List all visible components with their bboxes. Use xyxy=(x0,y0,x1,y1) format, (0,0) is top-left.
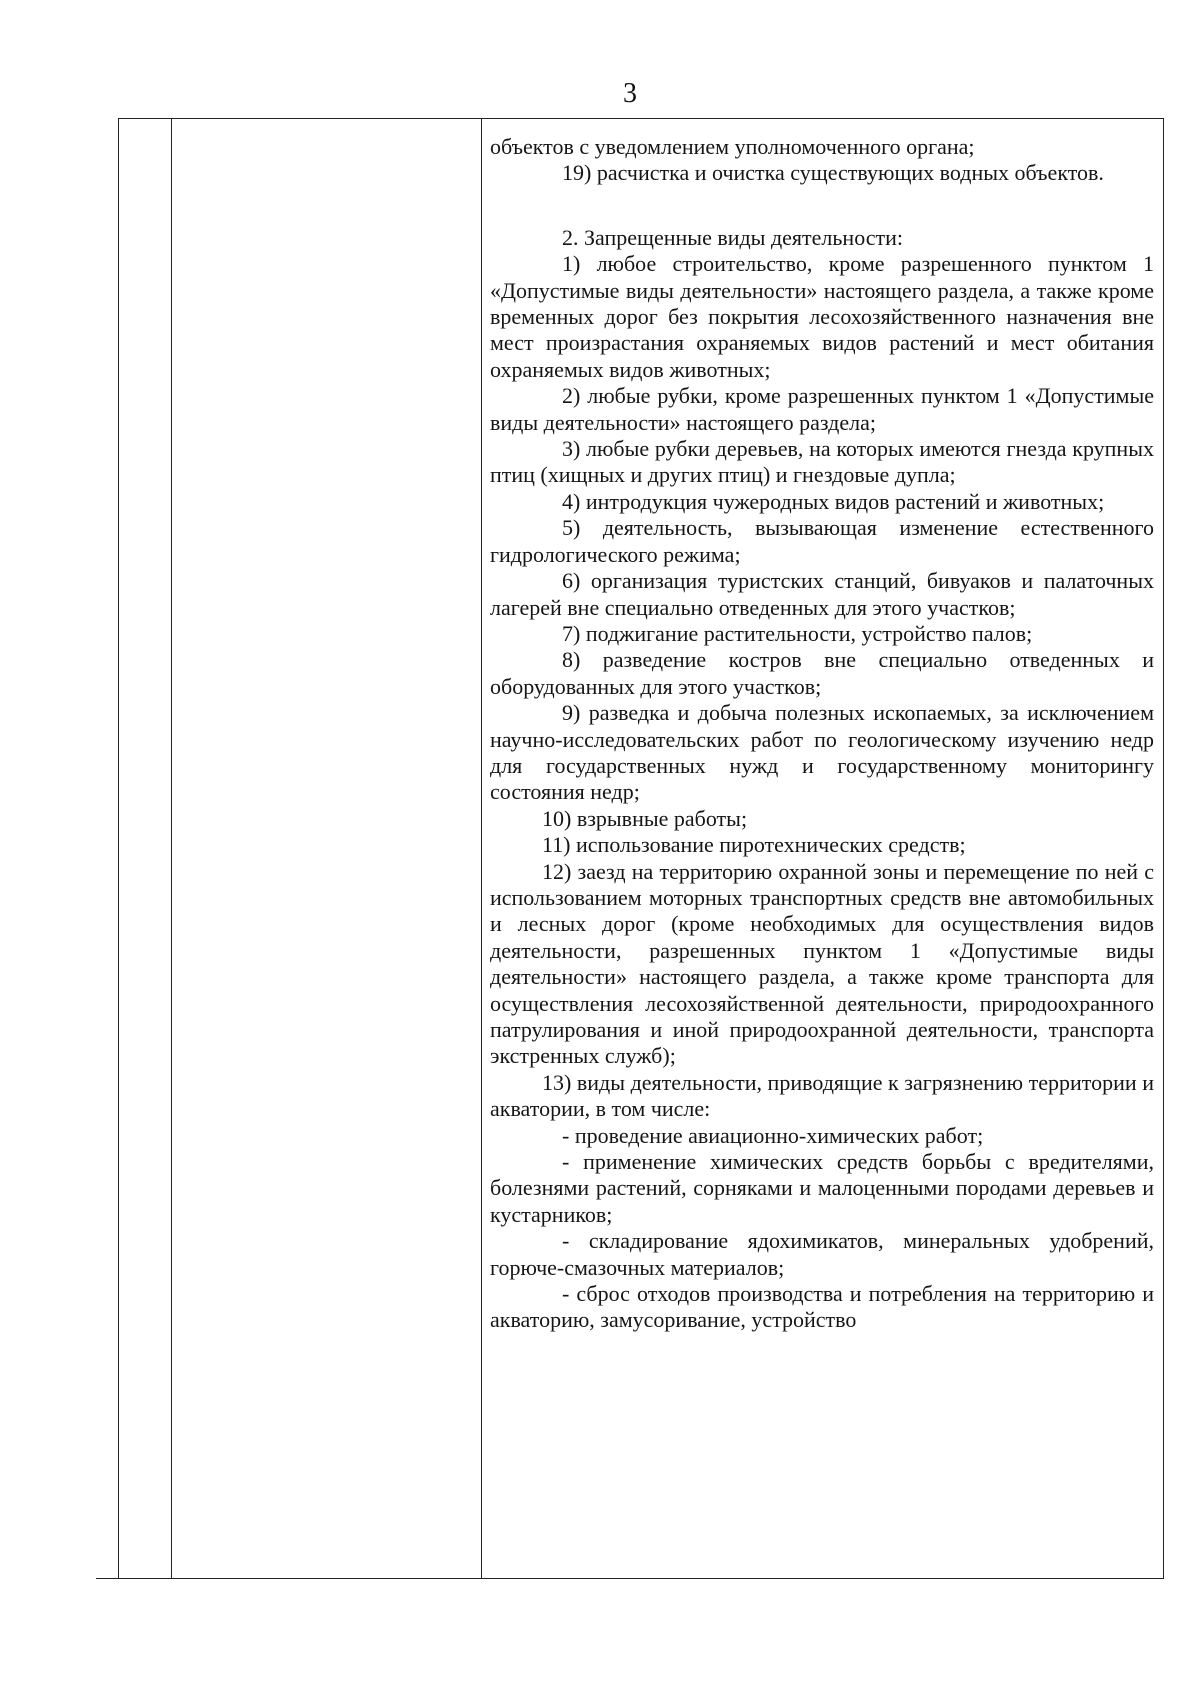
table-bottom-border xyxy=(96,1578,1164,1579)
column-divider-2 xyxy=(481,119,482,1578)
list-item: 10) взрывные работы; xyxy=(542,805,748,831)
list-item: 8) разведение костров вне специально отведенных и оборудованных для этого участков; xyxy=(490,647,1154,699)
column-divider-1 xyxy=(171,119,172,1578)
paragraph: объектов с уведомлением уполномоченного органа; xyxy=(490,134,975,159)
list-item: 2) любые рубки, кроме разрешенных пунктом 1 «Допустимые виды деятельности» настоящего раздела; xyxy=(490,383,1154,435)
list-item: 7) поджигание растительности, устройство палов; xyxy=(562,620,1033,646)
list-item: 5) деятельность, вызывающая изменение естественного гидрологического режима; xyxy=(490,515,1154,567)
dash-item: - применение химических средств борьбы с вредителями, болезнями растений, сорняками и малоценными породами деревьев и кустарников; xyxy=(490,1149,1154,1227)
list-item: 4) интродукция чужеродных видов растений и животных; xyxy=(562,488,1105,514)
dash-item: - сброс отходов производства и потребления на территорию и акваторию, замусоривание, устройство xyxy=(490,1281,1154,1333)
table-cell-text xyxy=(490,134,1154,1334)
section-heading: 2. Запрещенные виды деятельности: xyxy=(562,224,904,250)
list-item: 13) виды деятельности, приводящие к загрязнению территории и акватории, в том числе: xyxy=(490,1069,1154,1122)
list-item: 3) любые рубки деревьев, на которых имеются гнезда крупных птиц (хищных и других птиц) и гнездовые дупла; xyxy=(490,436,1154,488)
list-item: 11) использование пиротехнических средств; xyxy=(542,832,966,858)
list-item: 6) организация туристских станций, бивуаков и палаточных лагерей вне специально отведенных для этого участков; xyxy=(490,568,1154,620)
list-item: 1) любое строительство, кроме разрешенного пунктом 1 «Допустимые виды деятельности» настоящего раздела, а также кроме временных дорог без покрытия лесохозяйственного назначения вне мест произрастания охраняемых видов растений и мест обитания охраняемых видов животных; xyxy=(490,251,1154,382)
list-item: 19) расчистка и очистка существующих водных объектов. xyxy=(562,160,1104,186)
list-item: 12) заезд на территорию охранной зоны и перемещение по ней с использованием моторных транспортных средств вне автомобильных и лесных дорог (кроме необходимых для осуществления видов деятельности, разрешенных пунктом 1 «Допустимые виды деятельности» настоящего раздела, а также кроме транспорта для осуществления лесохозяйственной деятельности, природоохранного патрулирования и иной природоохранной деятельности, транспорта экстренных служб); xyxy=(490,858,1154,1069)
dash-item: - проведение авиационно-химических работ; xyxy=(562,1122,984,1148)
page-number: 3 xyxy=(623,78,637,109)
list-item: 9) разведка и добыча полезных ископаемых, за исключением научно-исследовательских работ по геологическому изучению недр для государственных нужд и государственному мониторингу состояния недр; xyxy=(490,700,1154,805)
dash-item: - складирование ядохимикатов, минеральных удобрений, горюче-смазочных материалов; xyxy=(490,1228,1154,1280)
